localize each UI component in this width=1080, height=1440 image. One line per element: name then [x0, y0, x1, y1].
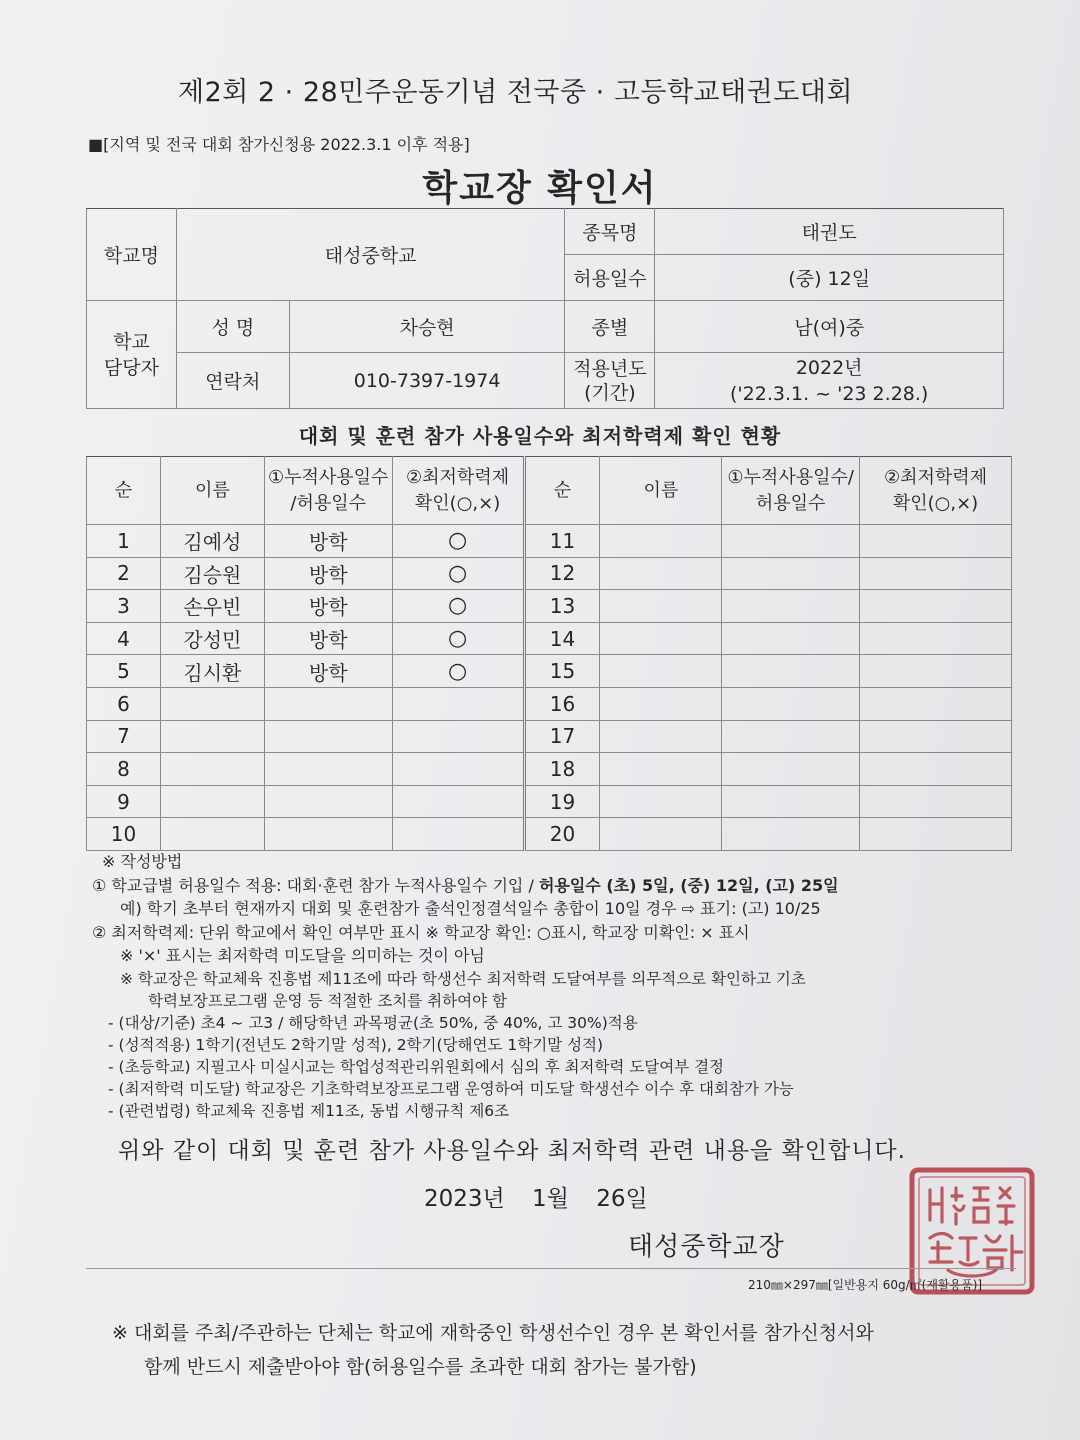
used-days [264, 687, 392, 720]
student-name: 손우빈 [160, 590, 264, 623]
school-name-value: 태성중학교 [176, 209, 565, 301]
student-name [160, 720, 264, 753]
paper-spec: 210㎜×297㎜[일반용지 60g/㎡(재활용품)] [748, 1278, 983, 1292]
note-4b: 학력보장프로그램 운영 등 적절한 조치를 취하여야 함 [148, 991, 507, 1010]
contact-label: 연락처 [176, 353, 289, 409]
min-academic-check [860, 687, 1012, 720]
sport-label: 종목명 [565, 209, 655, 255]
student-name [160, 785, 264, 818]
table-row [87, 753, 1012, 786]
student-name [600, 753, 722, 786]
row-number: 4 [87, 622, 161, 655]
student-name: 김승원 [160, 557, 264, 590]
table-row [87, 785, 1012, 818]
name-value: 차승현 [289, 301, 565, 353]
student-name [600, 818, 722, 851]
used-days [722, 687, 860, 720]
student-table [86, 456, 1012, 851]
note-3: ※ '×' 표시는 최저학력 미도달을 의미하는 것이 아님 [120, 946, 485, 965]
used-days [722, 818, 860, 851]
apply-year-label: 적용년도 (기간) [565, 353, 655, 409]
row-number: 12 [524, 557, 600, 590]
used-days: 방학 [264, 655, 392, 688]
note-1a: ① 학교급별 허용일수 적용: 대회·훈련 참가 누적사용일수 기입 / [92, 875, 539, 895]
student-name [160, 687, 264, 720]
row-number: 10 [87, 818, 161, 851]
contact-value: 010-7397-1974 [289, 353, 565, 409]
apply-period-value: ('22.3.1. ~ '23 2.28.) [730, 382, 929, 405]
row-number: 5 [87, 655, 161, 688]
student-name [600, 720, 722, 753]
row-number: 7 [87, 720, 161, 753]
note-2: ② 최저학력제: 단위 학교에서 확인 여부만 표시 ※ 학교장 확인: ○표시, 학교장 미확인: × 표시 [92, 922, 750, 942]
used-days [722, 655, 860, 688]
principal-signature: 태성중학교장 [628, 1232, 785, 1262]
gender-label: 종별 [565, 301, 655, 353]
school-info-table [86, 208, 1004, 409]
student-name [600, 622, 722, 655]
student-name [600, 655, 722, 688]
used-days [264, 785, 392, 818]
detail-2: - (성적적용) 1학기(전년도 2학기말 성적), 2학기(당해연도 1학기말 성적) [108, 1035, 604, 1054]
sport-value: 태권도 [655, 209, 1004, 255]
min-academic-check [860, 622, 1012, 655]
table-row [87, 622, 1012, 655]
table-row [87, 818, 1012, 851]
col-no-header-right: 순 [524, 457, 600, 525]
student-name: 김예성 [160, 525, 264, 558]
footer-divider [86, 1268, 1016, 1269]
row-number: 15 [524, 655, 600, 688]
school-name-label: 학교명 [87, 209, 177, 301]
min-academic-check [860, 557, 1012, 590]
writing-instructions [92, 850, 1032, 1122]
apply-year-cell [655, 353, 1004, 409]
min-academic-check [860, 720, 1012, 753]
row-number: 11 [524, 525, 600, 558]
used-days [722, 622, 860, 655]
col-name-header: 이름 [160, 457, 264, 525]
row-number: 17 [524, 720, 600, 753]
min-academic-check [392, 720, 524, 753]
row-number: 20 [524, 818, 600, 851]
used-days [722, 720, 860, 753]
table-row [87, 590, 1012, 623]
student-name [600, 687, 722, 720]
col-days-header-right: ①누적사용일수/ 허용일수 [722, 457, 860, 525]
submission-footer [112, 1316, 874, 1384]
issue-date: 2023년 1월 26일 [424, 1186, 648, 1212]
row-number: 13 [524, 590, 600, 623]
detail-5: - (관련법령) 학교체육 진흥법 제11조, 동법 시행규칙 제6조 [108, 1101, 510, 1120]
row-number: 8 [87, 753, 161, 786]
student-name [160, 753, 264, 786]
row-number: 18 [524, 753, 600, 786]
name-label: 성 명 [176, 301, 289, 353]
student-name [160, 818, 264, 851]
min-academic-check [860, 818, 1012, 851]
used-days [722, 557, 860, 590]
note-1 [92, 874, 1032, 898]
table-row [87, 557, 1012, 590]
table-row [87, 687, 1012, 720]
row-number: 2 [87, 557, 161, 590]
section-title: 대회 및 훈련 참가 사용일수와 최저학력제 확인 현황 [298, 424, 782, 448]
notes-heading: ※ 작성방법 [102, 852, 183, 871]
event-title: 제2회 2 · 28민주운동기념 전국중 · 고등학교태권도대회 [178, 77, 854, 108]
min-academic-check [860, 525, 1012, 558]
min-academic-check [392, 687, 524, 720]
row-number: 3 [87, 590, 161, 623]
used-days: 방학 [264, 557, 392, 590]
min-academic-check [392, 753, 524, 786]
used-days [722, 525, 860, 558]
student-name [600, 557, 722, 590]
row-number: 16 [524, 687, 600, 720]
used-days [264, 818, 392, 851]
footer-line-1: ※ 대회를 주최/주관하는 단체는 학교에 재학중인 학생선수인 경우 본 확인서를 참가신청서와 [112, 1322, 874, 1344]
student-name [600, 785, 722, 818]
col-no-header: 순 [87, 457, 161, 525]
col-min-header: ②최저학력제 확인(○,×) [392, 457, 524, 525]
used-days [264, 720, 392, 753]
document-title: 학교장 확인서 [422, 168, 658, 209]
min-academic-check [860, 590, 1012, 623]
table-row [87, 525, 1012, 558]
table-row [87, 720, 1012, 753]
col-min-header-right: ②최저학력제 확인(○,×) [860, 457, 1012, 525]
note-4a: ※ 학교장은 학교체육 진흥법 제11조에 따라 학생선수 최저학력 도달여부를 의무적으로 확인하고 기초 [120, 969, 806, 988]
min-academic-check: ○ [392, 622, 524, 655]
footer-line-2: 함께 반드시 제출받아야 함(허용일수를 초과한 대회 참가는 불가함) [144, 1356, 697, 1378]
used-days [722, 590, 860, 623]
row-number: 19 [524, 785, 600, 818]
min-academic-check: ○ [392, 590, 524, 623]
detail-1: - (대상/기준) 초4 ~ 고3 / 해당학년 과목평균(초 50%, 중 40%, 고 30%)적용 [108, 1013, 638, 1032]
min-academic-check [860, 785, 1012, 818]
note-1c: 예) 학기 초부터 현재까지 대회 및 훈련참가 출석인정결석일수 총합이 10일 경우 ⇨ 표기: (고) 10/25 [120, 899, 821, 918]
apply-year-value: 2022년 [795, 356, 863, 379]
row-number: 14 [524, 622, 600, 655]
min-academic-check: ○ [392, 525, 524, 558]
gender-value: 남(여)중 [655, 301, 1004, 353]
detail-4: - (최저학력 미도달) 학교장은 기초학력보장프로그램 운영하여 미도달 학생선수 이수 후 대회참가 가능 [108, 1079, 794, 1098]
used-days: 방학 [264, 622, 392, 655]
student-name [600, 590, 722, 623]
student-name: 강성민 [160, 622, 264, 655]
used-days [264, 753, 392, 786]
allowed-days-label: 허용일수 [565, 255, 655, 301]
student-name: 김시환 [160, 655, 264, 688]
note-1b: 허용일수 (초) 5일, (중) 12일, (고) 25일 [538, 875, 839, 895]
row-number: 1 [87, 525, 161, 558]
col-days-header: ①누적사용일수 /허용일수 [264, 457, 392, 525]
table-row [87, 655, 1012, 688]
min-academic-check [860, 753, 1012, 786]
manager-label: 학교 담당자 [87, 301, 177, 409]
used-days [722, 753, 860, 786]
student-name [600, 525, 722, 558]
row-number: 9 [87, 785, 161, 818]
used-days [722, 785, 860, 818]
used-days: 방학 [264, 525, 392, 558]
min-academic-check [392, 818, 524, 851]
col-name-header-right: 이름 [600, 457, 722, 525]
min-academic-check [392, 785, 524, 818]
min-academic-check [860, 655, 1012, 688]
confirmation-statement: 위와 같이 대회 및 훈련 참가 사용일수와 최저학력 관련 내용을 확인합니다. [118, 1138, 906, 1164]
detail-3: - (초등학교) 지필고사 미실시교는 학업성적관리위원회에서 심의 후 최저학력 도달여부 결정 [108, 1057, 725, 1076]
min-academic-check: ○ [392, 557, 524, 590]
application-note: ■[지역 및 전국 대회 참가신청용 2022.3.1 이후 적용] [88, 135, 470, 154]
min-academic-check: ○ [392, 655, 524, 688]
allowed-days-value: (중) 12일 [655, 255, 1004, 301]
used-days: 방학 [264, 590, 392, 623]
row-number: 6 [87, 687, 161, 720]
